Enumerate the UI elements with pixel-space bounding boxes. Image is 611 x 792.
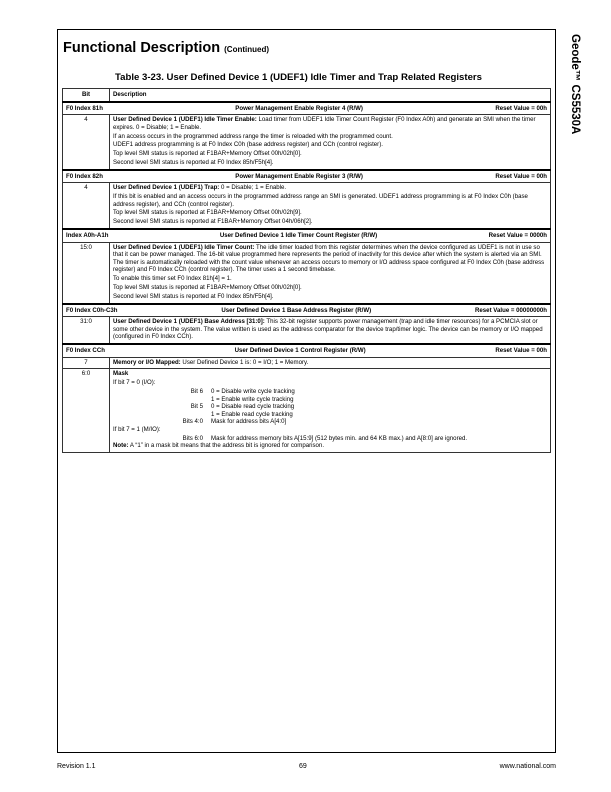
description-line: Second level SMI status is reported at F1BAR+Memory Offset 04h/06h[2].: [113, 218, 313, 226]
field-name: User Defined Device 1 (UDEF1) Idle Timer Count:: [113, 243, 255, 251]
description-line: Second level SMI status is reported at F0 Index 85h/F5h[4].: [113, 292, 274, 300]
mask-bit-text: 1 = Enable read cycle tracking: [211, 410, 293, 418]
field-text: User Defined Device 1 is: 0 = I/O; 1 = Memory.: [180, 358, 309, 366]
table-header-row: [63, 89, 551, 102]
register-header-row: [63, 170, 551, 183]
mask-bit-list: [113, 435, 547, 443]
description-cell: [110, 357, 551, 369]
bit-cell: 15:0: [63, 242, 110, 303]
description-line: If an access occurs in the programmed address range the timer is reloaded with the programmed count.: [113, 132, 393, 140]
description-line: Second level SMI status is reported at F0 Index 85h/F5h[4].: [113, 158, 274, 166]
product-name: Geode™ CS5530A: [569, 34, 581, 135]
register-reset-value: Reset Value = 00h: [495, 172, 547, 180]
mask-bit-label: Bits 6:0: [182, 434, 203, 442]
table-row: [63, 357, 551, 369]
register-reset-value: Reset Value = 00000000h: [475, 306, 547, 314]
description-cell: [110, 242, 551, 303]
condition-line: If bit 7 = 0 (I/O):: [113, 379, 156, 387]
table-row: [63, 242, 551, 303]
register-header-row: [63, 344, 551, 357]
field-text: The idle timer loaded from this register determines when the device configured as UDEF1 is not in use so that it can be power managed. The 16-bit value programmed here represents the period of inactivity for this device after which the system is alerted via an SMI. The timer is automatically reloaded with the count value whenever an access occurs to memory or I/O address space configured at F0 Index C0h (base address register) and F0 Index CCh (control register). The timer uses a 1 second timebase.: [113, 243, 545, 274]
note-label: Note:: [113, 442, 129, 450]
register-header-row: [63, 102, 551, 115]
field-name: Mask: [113, 370, 129, 378]
description-line: Top level SMI status is reported at F1BAR+Memory Offset 00h/02h[9].: [113, 209, 302, 217]
field-name: Memory or I/O Mapped:: [113, 358, 181, 366]
description-line: Top level SMI status is reported at F1BAR+Memory Offset 00h/02h[0].: [113, 150, 302, 158]
register-reset-value: Reset Value = 0000h: [488, 232, 547, 239]
field-name: User Defined Device 1 (UDEF1) Trap:: [113, 184, 220, 192]
description-line: UDEF1 address programming is at F0 Index C0h (base address register) and CCh (control register).: [113, 141, 383, 149]
description-line: If this bit is enabled and an access occurs in the programmed address range an SMI is generated. UDEF1 address programming is at F0 Index C0h (base address register), and CCh (control register).: [113, 193, 528, 208]
register-table: [62, 88, 551, 453]
description-cell: [110, 183, 551, 229]
col-description-header: Description: [110, 89, 551, 102]
note-line: [113, 442, 547, 450]
mask-bit-label: Bit 6: [190, 388, 203, 395]
table-row: [63, 115, 551, 170]
bit-cell: 4: [63, 183, 110, 229]
register-header-row: [63, 304, 551, 317]
bit-cell: 4: [63, 115, 110, 170]
field-name: User Defined Device 1 (UDEF1) Idle Timer Enable:: [113, 116, 257, 124]
register-name: Power Management Enable Register 4 (R/W): [235, 104, 363, 112]
description-cell: [110, 369, 551, 453]
mask-bit-list: [113, 388, 547, 426]
description-line: To enable this timer set F0 Index 81h[4] = 1.: [113, 275, 232, 283]
register-reset-value: Reset Value = 00h: [495, 104, 547, 112]
register-name: User Defined Device 1 Control Register (R/W): [234, 347, 366, 355]
field-text: This 32-bit register supports power management (trap and idle timer resources) for a PCMCIA slot or some other device in the system. The value written is used as the address comparator for the device trap/timer logic. The device can be memory or I/O mapped (configured in F0 Index CCh).: [113, 318, 543, 341]
register-index: F0 Index C0h-C3h: [66, 306, 118, 314]
mask-bit-text: Mask for address bits A[4:0]: [211, 418, 287, 426]
table-row: [63, 317, 551, 344]
mask-bit-text: Mask for address memory bits A[15:9] (512 bytes min. and 64 KB max.) and A[8:0] are ignored.: [211, 434, 468, 442]
field-text: 0 = Disable; 1 = Enable.: [219, 184, 287, 192]
bit-cell: 7: [63, 357, 110, 369]
mask-bit-text: 1 = Enable write cycle tracking: [211, 395, 294, 403]
bit-cell: 6:0: [63, 369, 110, 453]
page-title: [63, 40, 269, 56]
col-bit-header: Bit: [63, 89, 110, 102]
condition-line: If bit 7 = 1 (M/IO):: [113, 425, 161, 433]
description-cell: [110, 317, 551, 344]
title-text: Functional Description: [63, 40, 221, 56]
table-row: [63, 369, 551, 453]
register-index: F0 Index 81h: [66, 104, 103, 112]
field-name: User Defined Device 1 (UDEF1) Base Address [31:0]:: [113, 318, 265, 326]
bit-cell: 31:0: [63, 317, 110, 344]
table-caption: Table 3-23. User Defined Device 1 (UDEF1) Idle Timer and Trap Related Registers: [115, 72, 482, 83]
register-index: F0 Index 82h: [66, 172, 103, 180]
title-suffix: (Continued): [224, 45, 269, 54]
register-header-row: [63, 229, 551, 242]
note-text: A “1” in a mask bit means that the address bit is ignored for comparison.: [128, 442, 325, 450]
field-text: Load timer from UDEF1 Idle Timer Count Register (F0 Index A0h) and generate an SMI when the timer expires. 0 = Disable; 1 = Enable.: [113, 116, 536, 131]
mask-bit-label: Bit 5: [190, 403, 203, 411]
footer-url: www.national.com: [499, 763, 556, 770]
footer-page-number: 69: [299, 763, 307, 770]
register-index: Index A0h-A1h: [66, 232, 109, 239]
mask-bit-text: 0 = Disable write cycle tracking: [211, 388, 295, 395]
register-index: F0 Index CCh: [66, 347, 105, 355]
register-reset-value: Reset Value = 00h: [495, 347, 547, 355]
register-name: User Defined Device 1 Idle Timer Count Register (R/W): [219, 232, 378, 239]
description-line: Top level SMI status is reported at F1BAR+Memory Offset 00h/02h[0].: [113, 283, 302, 291]
register-name: User Defined Device 1 Base Address Register (R/W): [221, 306, 372, 314]
mask-bit-text: 0 = Disable read cycle tracking: [211, 403, 295, 411]
register-name: Power Management Enable Register 3 (R/W): [235, 172, 363, 180]
footer-revision: Revision 1.1: [57, 763, 96, 770]
side-product-label: [563, 34, 583, 194]
table-row: [63, 183, 551, 229]
mask-bit-label: Bits 4:0: [182, 418, 203, 426]
description-cell: [110, 115, 551, 170]
